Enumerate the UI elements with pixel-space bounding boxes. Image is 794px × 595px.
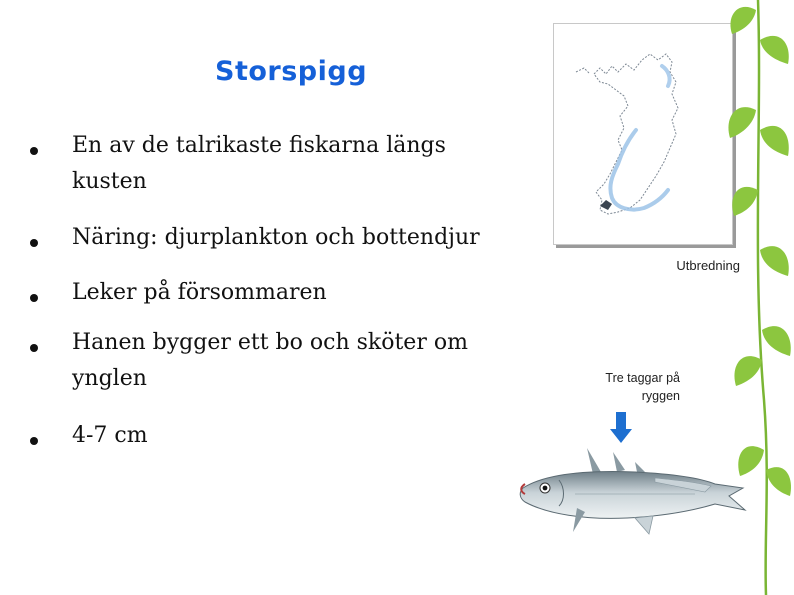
slide-title: Storspigg xyxy=(215,56,368,87)
stickleback-fish-illustration xyxy=(515,448,750,553)
finland-map-icon xyxy=(554,24,732,244)
bullet-text: Leker på försommaren xyxy=(72,280,327,305)
leaf-vine-decoration xyxy=(718,0,794,595)
bullet-dot xyxy=(30,239,38,247)
bullet-text: Näring: djurplankton och bottendjur xyxy=(72,225,480,250)
bullet-dot xyxy=(30,147,38,155)
bullet-text: En av de talrikaste fiskarna längs kusten xyxy=(72,133,446,194)
bullet-text: Hanen bygger ett bo och sköter om ynglen xyxy=(72,330,468,391)
distribution-map xyxy=(553,23,733,245)
spine-caption: Tre taggar på ryggen xyxy=(605,371,680,403)
down-arrow-icon xyxy=(610,412,632,444)
bullet-dot xyxy=(30,344,38,352)
map-caption: Utbredning xyxy=(676,258,740,273)
bullet-dot xyxy=(30,437,38,445)
bullet-dot xyxy=(30,294,38,302)
bullet-text: 4-7 cm xyxy=(72,423,148,448)
